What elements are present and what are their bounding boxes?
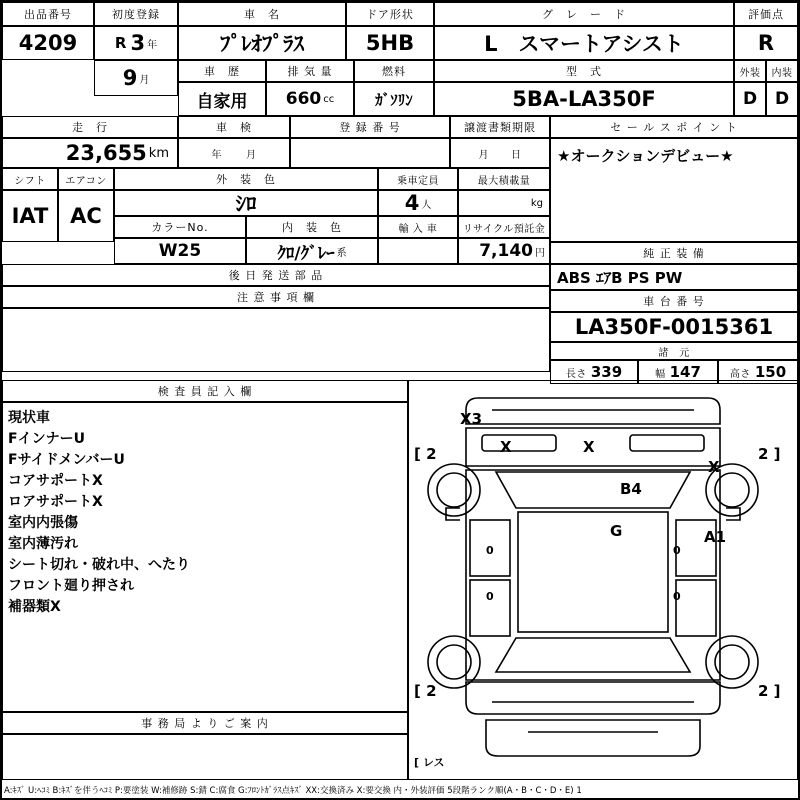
transfer-docs-value [450,138,550,168]
diagram-mark-9: 0 [486,544,494,557]
diagram-mark-14: 2 ] [758,682,781,700]
first-reg-year-unit: 年 [147,39,158,51]
sales-point-text: ★オークションデビュー★ [557,147,734,165]
inspector-note-4: ロアサポートX [8,494,103,510]
first-reg-era: R [114,34,127,52]
inspector-note-2: FサイドメンバーU [8,452,125,468]
exterior-color-label: 外 装 色 [114,168,378,190]
chassis-number-value: LA350F-0015361 [550,312,798,342]
length-value: 339 [590,363,623,381]
interior-color-text: ｸﾛ/ｸﾞﾚｰ [277,243,335,264]
recycle-deposit-unit: 円 [535,247,545,259]
diagram-mark-8: A1 [704,528,727,546]
shift-label: シフト [2,168,58,190]
inspector-notes-label: 検 査 員 記 入 欄 [2,380,408,402]
shaken-month-unit: 月 [246,149,257,161]
diagram-mark-6: X [708,458,720,476]
sales-point-value [550,138,798,242]
shaken-value [178,138,290,168]
door-shape-label: ドア形状 [346,2,434,26]
caution-label: 注 意 事 項 欄 [2,286,550,308]
displacement-value [266,82,354,116]
width-value: 147 [669,363,701,381]
seat-capacity-label: 乗車定員 [378,168,458,190]
rating-label: 評価点 [734,2,798,26]
diagram-mark-11: 0 [673,544,681,557]
max-load-label: 最大積載量 [458,168,550,190]
rating-value: R [734,26,798,60]
model-code-label: 型 式 [434,60,734,82]
inspector-note-5: 室内内張傷 [8,515,78,531]
diagram-mark-7: G [610,522,623,540]
grade-label: グ レ ー ド [434,2,734,26]
first-reg-year: 3 [130,31,146,55]
chassis-number-label: 車 台 番 号 [550,290,798,312]
import-car-value [378,238,458,264]
first-registration-label: 初度登録 [94,2,178,26]
fuel-value: ｶﾞｿﾘﾝ [354,82,434,116]
diagram-mark-12: 0 [673,590,681,603]
office-notice-label: 事 務 局 よ り ご 案 内 [2,712,408,734]
diagram-mark-15: [ レス [414,756,445,769]
max-load-value [458,190,550,216]
first-reg-month-unit: 月 [139,74,150,86]
transfer-day-unit: 日 [511,149,522,161]
recycle-deposit-value [458,238,550,264]
lot-number-value: 4209 [2,26,94,60]
diagram-mark-0: X3 [460,410,483,428]
model-code-value: 5BA-LA350F [434,82,734,116]
exterior-color-value: ｼﾛ [114,190,378,216]
recycle-deposit-number: 7,140 [479,241,533,261]
import-car-label: 輸 入 車 [378,216,458,238]
length-label: 長さ [565,368,587,380]
interior-color-suffix: 系 [336,247,347,259]
inspector-note-3: コアサポートX [8,473,103,489]
car-name-label: 車 名 [178,2,346,26]
aircon-value: AC [58,190,114,242]
width-label: 幅 [655,368,666,380]
office-notice-box [2,734,408,780]
legend-footer: A:ｷｽﾞ U:ﾍｺﾐ B:ｷｽﾞを伴うﾍｺﾐ P:要塗装 W:補修跡 S:錆 C:腐食 G:ﾌﾛﾝﾄｶﾞﾗｽ点ｷｽﾞ XX:交換済み X:要交換 内・外装評価 5段階ランク順(A・B・C・D・E) 1 [4,786,582,796]
color-no-label: カラーNo. [114,216,246,238]
inspector-note-9: 補器類X [8,599,61,615]
diagram-mark-13: [ 2 [414,682,437,700]
inspector-note-0: 現状車 [8,410,50,426]
inspector-notes-list [2,402,408,712]
diagram-mark-1: X [500,438,512,456]
lot-number-label: 出品番号 [2,2,94,26]
dimensions-label: 諸 元 [550,342,798,360]
aircon-label: エアコン [58,168,114,190]
color-no-value: W25 [114,238,246,264]
diagram-mark-2: X [583,438,595,456]
diagram-mark-3: [ 2 [414,445,437,463]
diagram-mark-5: B4 [620,480,642,498]
displacement-unit: cc [323,93,335,105]
displacement-number: 660 [285,89,322,109]
inspector-note-1: FインナーU [8,431,85,447]
mileage-number: 23,655 [65,141,147,165]
seat-capacity-unit: 人 [421,199,432,211]
interior-value: D [766,82,798,116]
mileage-value [2,138,178,168]
registration-number-value [290,138,450,168]
height-label: 高さ [729,368,751,380]
door-shape-value: 5HB [346,26,434,60]
car-name-value: ﾌﾟﾚｵﾌﾟﾗｽ [178,26,346,60]
inspector-note-7: シート切れ・破れ中、へたり [8,557,190,573]
grade-value: L スマートアシスト [434,26,734,60]
diagram-mark-10: 0 [486,590,494,603]
shaken-label: 車 検 [178,116,290,138]
genuine-equipment-value [550,264,798,290]
mileage-label: 走 行 [2,116,178,138]
diagram-mark-4: 2 ] [758,445,781,463]
car-history-label: 車 歴 [178,60,266,82]
interior-color-value [246,238,378,264]
first-reg-month: 9 [122,66,138,90]
shaken-year-unit: 年 [211,149,222,161]
inspector-note-6: 室内薄汚れ [8,536,78,552]
genuine-equipment-label: 純 正 装 備 [550,242,798,264]
displacement-label: 排 気 量 [266,60,354,82]
caution-value [2,308,550,372]
interior-label: 内装 [766,60,798,82]
later-parts-label: 後 日 発 送 部 品 [2,264,550,286]
sales-point-label: セ ー ル ス ポ イ ン ト [550,116,798,138]
car-history-value: 自家用 [178,82,266,116]
interior-color-label: 内 装 色 [246,216,378,238]
genuine-equipment-text: ABS ｴｱB PS PW [557,268,683,287]
mileage-unit: km [148,145,169,161]
shift-value: IAT [2,190,58,242]
registration-number-label: 登 録 番 号 [290,116,450,138]
transfer-month-unit: 月 [478,149,489,161]
fuel-label: 燃料 [354,60,434,82]
seat-capacity-number: 4 [404,191,420,215]
height-value: 150 [754,363,787,381]
inspector-note-8: フロント廻り押され [8,578,134,594]
first-registration-value [94,26,178,60]
exterior-label: 外装 [734,60,766,82]
first-registration-month [94,60,178,96]
damage-diagram [408,380,798,780]
transfer-docs-label: 譲渡書類期限 [450,116,550,138]
recycle-deposit-label: リサイクル預託金 [458,216,550,238]
seat-capacity-value [378,190,458,216]
max-load-unit: kg [530,197,543,209]
exterior-value: D [734,82,766,116]
